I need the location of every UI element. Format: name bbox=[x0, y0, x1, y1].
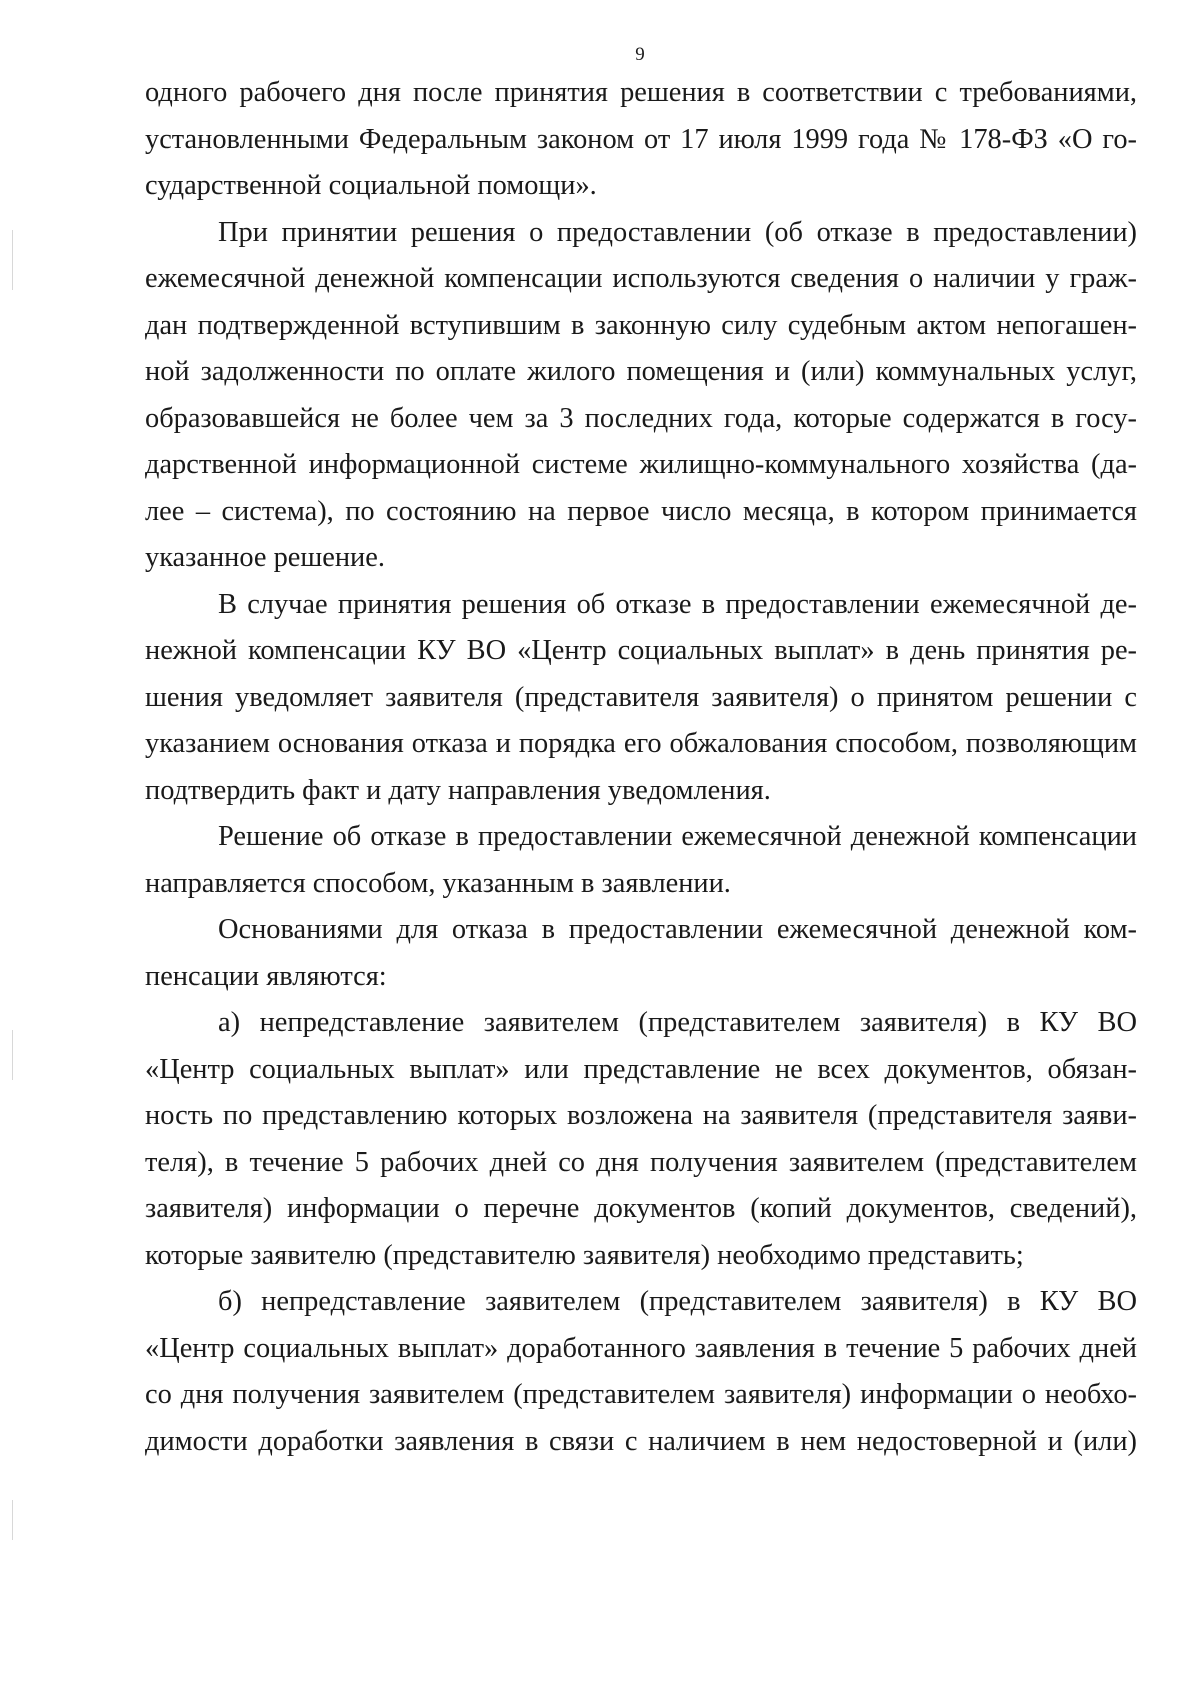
page-number: 9 bbox=[635, 44, 645, 65]
document-body bbox=[145, 70, 1137, 1465]
text-line: шения уведомляет заявителя (представителя заявителя) о принятом решении с bbox=[145, 681, 1137, 713]
text-line: указанием основания отказа и порядка его обжалования способом, позволяющим bbox=[145, 728, 1137, 759]
text-line: ной задолженности по оплате жилого помещения и (или) коммунальных услуг, bbox=[145, 356, 1137, 387]
text-line: ежемесячной денежной компенсации используются сведения о наличии у граж- bbox=[145, 263, 1137, 294]
paragraph bbox=[145, 814, 1137, 907]
text-line: со дня получения заявителем (представителем заявителя) информации о необхо- bbox=[145, 1379, 1137, 1410]
text-line: заявителя) информации о перечне документов (копий документов, сведений), bbox=[145, 1193, 1137, 1224]
text-line: одного рабочего дня после принятия решения в соответствии с требованиями, bbox=[145, 77, 1137, 108]
text-line: которые заявителю (представителю заявителя) необходимо представить; bbox=[145, 1239, 1024, 1271]
paragraph bbox=[145, 70, 1137, 210]
text-line: установленными Федеральным законом от 17 июля 1999 года № 178-ФЗ «О го- bbox=[145, 123, 1137, 155]
text-line: «Центр социальных выплат» доработанного заявления в течение 5 рабочих дней bbox=[145, 1332, 1137, 1364]
text-line: а) непредставление заявителем (представителем заявителя) в КУ ВО bbox=[218, 1007, 1137, 1038]
scan-edge-mark bbox=[12, 1030, 13, 1080]
text-line: направляется способом, указанным в заявлении. bbox=[145, 867, 731, 899]
text-line: нежной компенсации КУ ВО «Центр социальных выплат» в день принятия ре- bbox=[145, 635, 1137, 666]
text-line: Решение об отказе в предоставлении ежемесячной денежной компенсации bbox=[218, 821, 1137, 852]
text-line: б) непредставление заявителем (представителем заявителя) в КУ ВО bbox=[218, 1286, 1137, 1317]
text-line: «Центр социальных выплат» или представление не всех документов, обязан- bbox=[145, 1053, 1137, 1085]
text-line: В случае принятия решения об отказе в предоставлении ежемесячной де- bbox=[218, 588, 1137, 620]
text-line: лее – система), по состоянию на первое число месяца, в котором принимается bbox=[145, 495, 1137, 527]
paragraph bbox=[145, 1279, 1137, 1465]
text-line: дан подтвержденной вступившим в законную силу судебным актом непогашен- bbox=[145, 309, 1137, 341]
text-line: сударственной социальной помощи». bbox=[145, 170, 597, 201]
text-line: пенсации являются: bbox=[145, 960, 387, 992]
text-line: дарственной информационной системе жилищно-коммунального хозяйства (да- bbox=[145, 449, 1137, 480]
text-line: подтвердить факт и дату направления уведомления. bbox=[145, 774, 771, 806]
text-line: указанное решение. bbox=[145, 542, 385, 573]
text-line: образовавшейся не более чем за 3 последних года, которые содержатся в госу- bbox=[145, 402, 1137, 434]
paragraph bbox=[145, 210, 1137, 582]
text-line: димости доработки заявления в связи с наличием в нем недостоверной и (или) bbox=[145, 1425, 1137, 1457]
paragraph bbox=[145, 1000, 1137, 1279]
text-line: ность по представлению которых возложена на заявителя (представителя заяви- bbox=[145, 1100, 1137, 1131]
text-line: теля), в течение 5 рабочих дней со дня получения заявителем (представителем bbox=[145, 1146, 1137, 1178]
paragraph bbox=[145, 582, 1137, 815]
scan-edge-mark bbox=[12, 1500, 13, 1540]
text-line: Основаниями для отказа в предоставлении ежемесячной денежной ком- bbox=[218, 914, 1137, 945]
scan-edge-mark bbox=[12, 230, 13, 290]
paragraph bbox=[145, 907, 1137, 1000]
text-line: При принятии решения о предоставлении (об отказе в предоставлении) bbox=[218, 216, 1137, 248]
